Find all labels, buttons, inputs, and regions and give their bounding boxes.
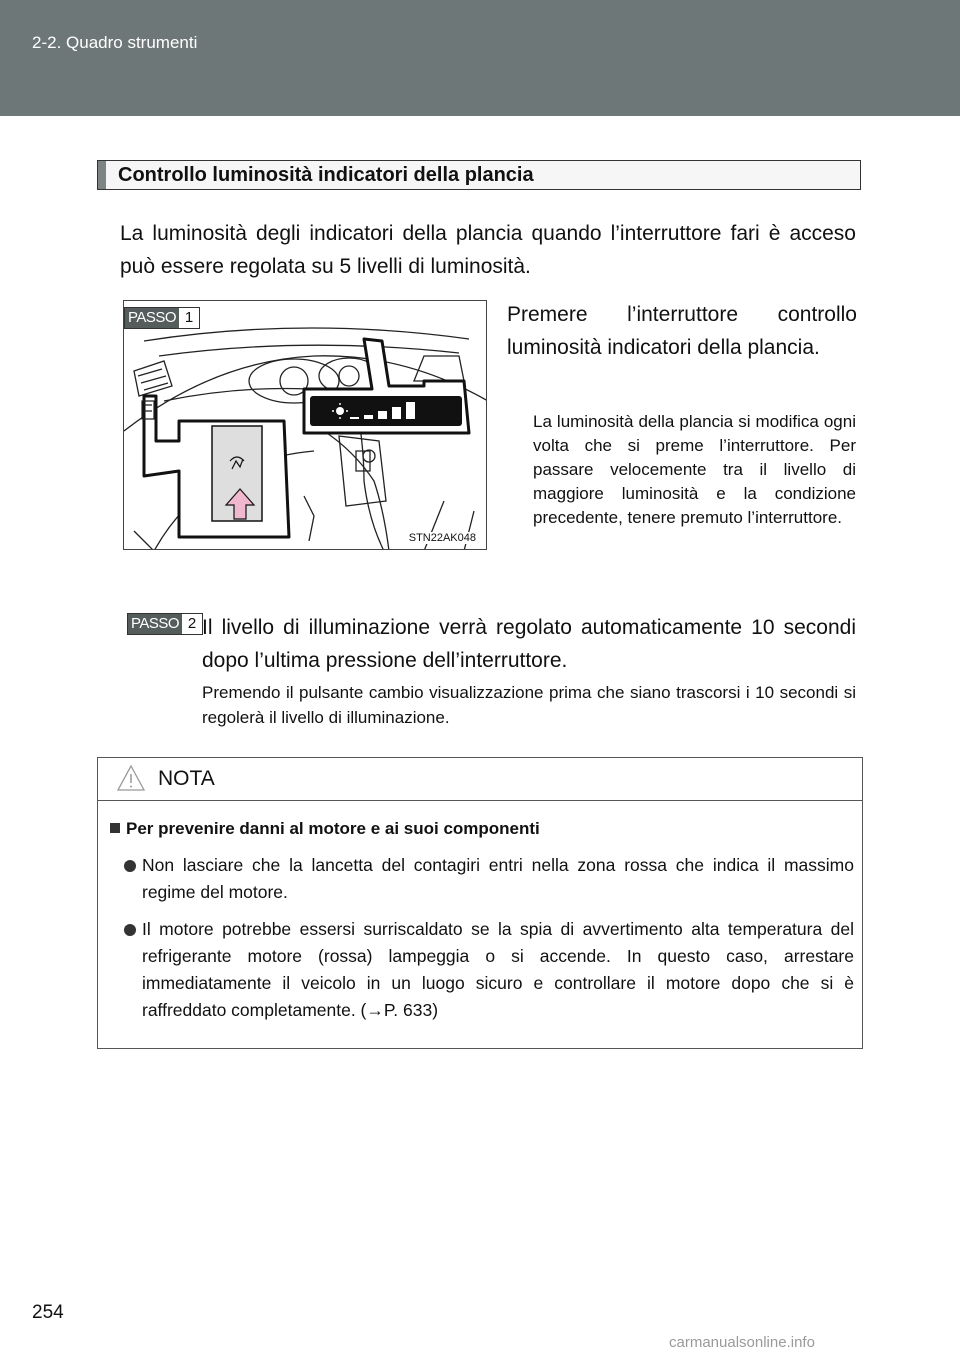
step2-text: Il livello di illuminazione verrà regolato automaticamente 10 secondi dopo l’ultima pressione dell’interruttore. (202, 616, 856, 672)
step2-badge (127, 613, 203, 635)
nota-header (98, 758, 862, 801)
section-title-box (97, 160, 861, 190)
watermark: carmanualsonline.info (669, 1334, 815, 1351)
nota-title: NOTA (158, 767, 215, 790)
intro-paragraph: La luminosità degli indicatori della plancia quando l’interruttore fari è acceso può essere regolata su 5 livelli di luminosità. (120, 222, 856, 278)
step1-text: Premere l’interruttore controllo luminosità indicatori della plancia. (507, 303, 857, 359)
step2-badge-number: 2 (182, 614, 202, 634)
step1-badge-number: 1 (179, 308, 199, 328)
square-bullet-icon (110, 823, 120, 833)
step1-note: La luminosità della plancia si modifica ogni volta che si preme l’interruttore. Per passare velocemente tra il livello di maggiore luminosità e la condizione precedente, tenere premuto l’interruttore. (533, 412, 856, 527)
nota-item-text: Il motore potrebbe essersi surriscaldato se la spia di avvertimento alta temperatura del refrigerante motore (rossa) lampeggia o si accende. In questo caso, arrestare immediatamente il veicolo in un luogo sicuro e controllare il motore dopo che si è raffreddato completamente. (→P. 633) (142, 919, 854, 1020)
nota-item-text: Non lasciare che la lancetta del contagiri entri nella zona rossa che indica il massimo regime del motore. (142, 855, 854, 902)
section-title: Controllo luminosità indicatori della plancia (118, 164, 534, 186)
bullet-icon (124, 860, 136, 872)
page-header (0, 0, 960, 116)
warning-icon (116, 764, 146, 792)
figure-code: STN22AK048 (408, 532, 476, 544)
step2-badge-label: PASSO (128, 614, 182, 634)
step2-note: Premendo il pulsante cambio visualizzazione prima che siano trascorsi i 10 secondi si regolerà il livello di illuminazione. (202, 683, 856, 727)
nota-subtitle-text: Per prevenire danni al motore e ai suoi componenti (126, 819, 540, 838)
nota-item (124, 916, 854, 1024)
section-title-bar (98, 161, 106, 189)
step1-badge-label: PASSO (125, 308, 179, 328)
nota-box (97, 757, 863, 1049)
dashboard-illustration (123, 300, 487, 550)
nota-item (124, 852, 854, 906)
dashboard-drawing (124, 301, 487, 550)
bullet-icon (124, 924, 136, 936)
step1-badge-figure (124, 307, 200, 329)
breadcrumb: 2-2. Quadro strumenti (32, 33, 198, 52)
nota-subtitle (110, 819, 540, 839)
page-number: 254 (32, 1302, 64, 1323)
